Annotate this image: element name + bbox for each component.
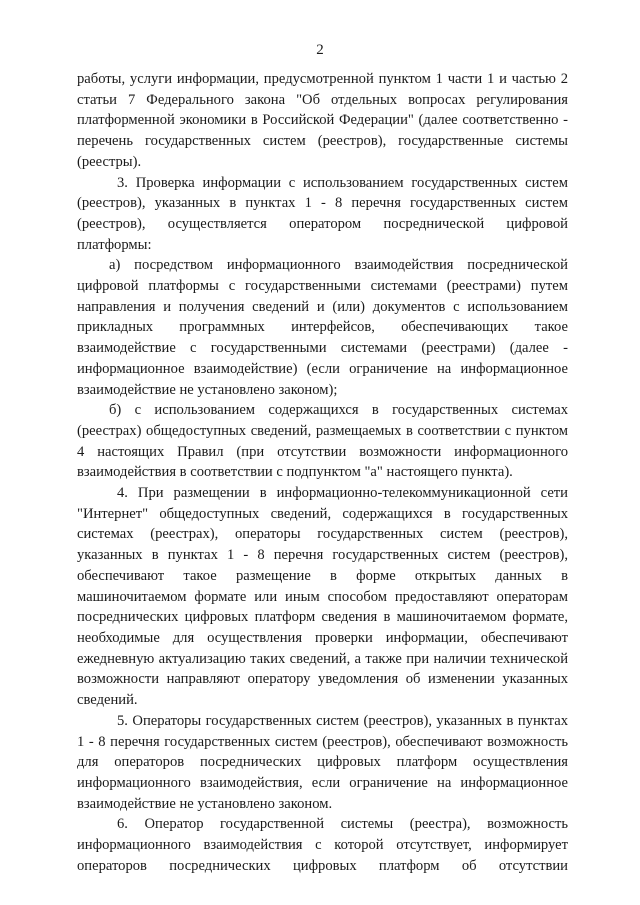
page-number: 2 [316, 42, 324, 58]
paragraph-item-4: 4. При размещении в информационно-телекоммуникационной сети "Интернет" общедоступных сведений, содержащихся в государственных системах (реестрах), операторы государственных систем (реестров), указанных в пунктах 1 - 8 перечня государственных систем (реестров), обеспечивают такое размещение в форме открытых данных в машиночитаемом формате или иным способом предоставляют операторам посреднических цифровых платформ сведения в машиночитаемом формате, необходимые для осуществления проверки информации, обеспечивают ежедневную актуализацию таких сведений, а также при наличии технической возможности направляют оператору уведомления об изменении указанных сведений. [77, 485, 568, 709]
paragraph-item-6: 6. Оператор государственной системы (реестра), возможность информационного взаимодействия с которой отсутствует, информирует операторов посреднических цифровых платформ об отсутствии [77, 816, 568, 874]
paragraph-item-3-a: а) посредством информационного взаимодействия посреднической цифровой платформы с государственными системами (реестрами) путем направления и получения сведений и (или) документов с использованием прикладных программных интерфейсов, обеспечивающих такое взаимодействие с государственными системами (реестрами) (далее - информационное взаимодействие) (если ограничение на информационное взаимодействие не установлено законом); [77, 257, 568, 398]
paragraph-item-3: 3. Проверка информации с использованием государственных систем (реестров), указанных в пунктах 1 - 8 перечня государственных систем (реестров), осуществляется оператором посреднической цифровой платформы: [77, 174, 568, 253]
paragraph-item-5: 5. Операторы государственных систем (реестров), указанных в пунктах 1 - 8 перечня государственных систем (реестров), обеспечивают возможность для операторов посреднических цифровых платформ осуществления информационного взаимодействия, если ограничение на информационное взаимодействие не установлено законом. [77, 712, 568, 812]
paragraph-continuation: работы, услуги информации, предусмотренной пунктом 1 части 1 и частью 2 статьи 7 Федерального закона "Об отдельных вопросах регулирования платформенной экономики в Российской Федерации" (далее соответственно - перечень государственных систем (реестров), государственные системы (реестры). [77, 71, 568, 170]
document-body [77, 69, 568, 876]
paragraph-item-3-b: б) с использованием содержащихся в государственных системах (реестрах) общедоступных сведений, размещаемых в соответствии с пунктом 4 настоящих Правил (при отсутствии возможности информационного взаимодействия в соответствии с подпунктом "а" настоящего пункта). [77, 402, 568, 481]
